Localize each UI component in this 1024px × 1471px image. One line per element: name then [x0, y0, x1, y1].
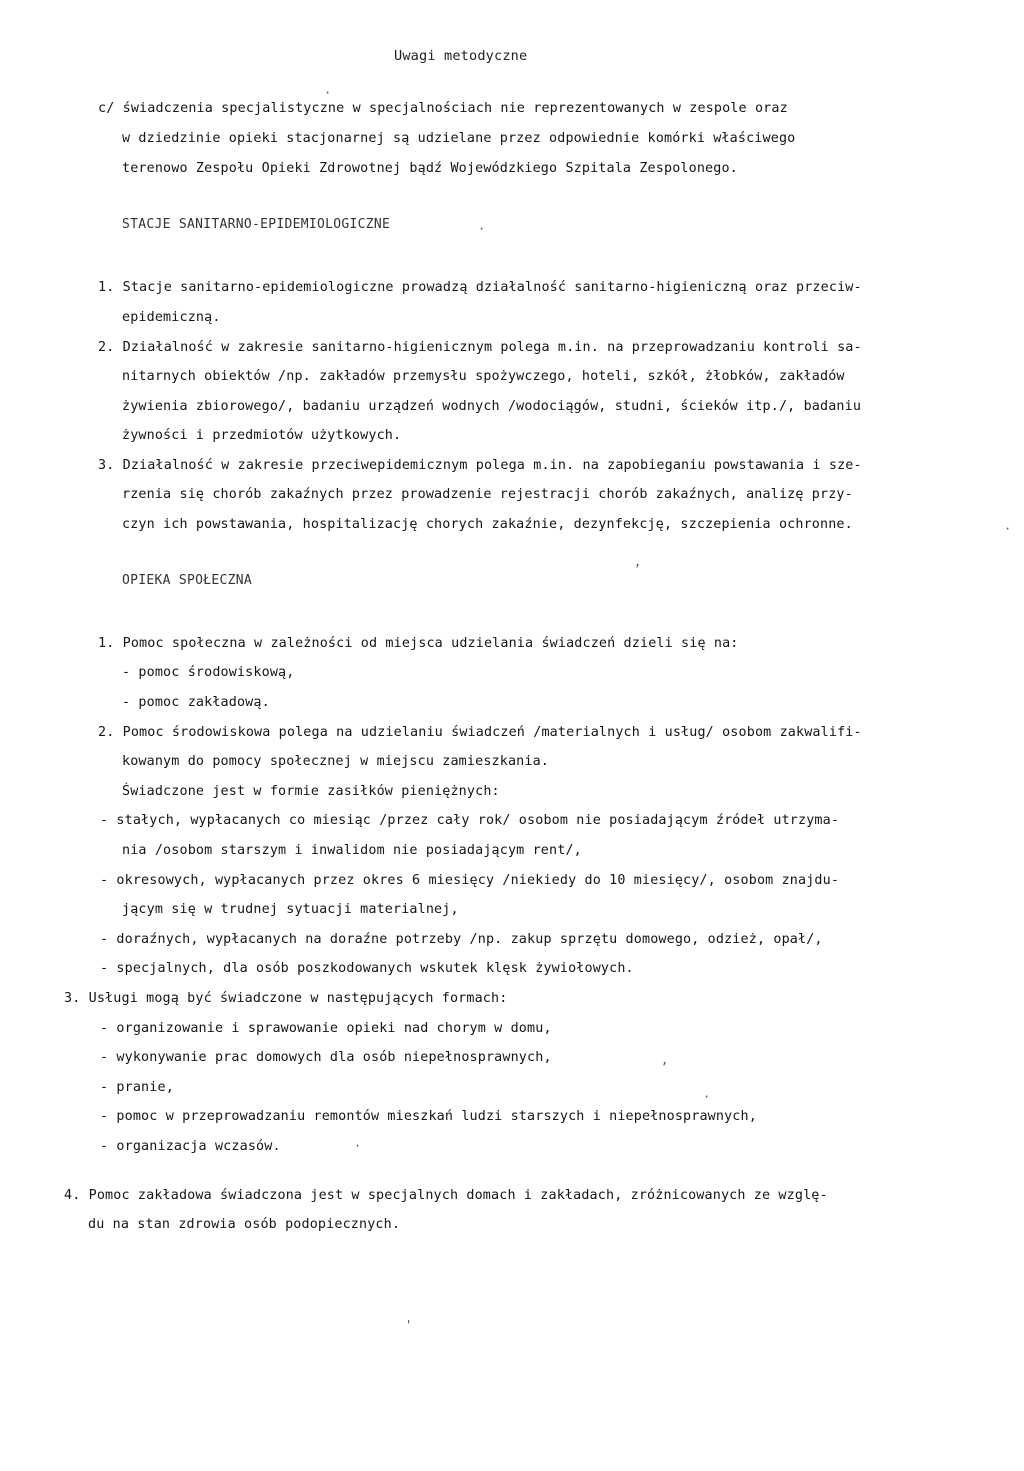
text-line: jącym się w trudnej sytuacji materialnej,: [122, 902, 459, 917]
text-line: kowanym do pomocy społecznej w miejscu zamieszkania.: [122, 754, 550, 769]
scan-speck: ·: [478, 222, 486, 236]
text-line: Świadczone jest w formie zasiłków pieniężnych:: [122, 784, 500, 799]
scan-speck: ,: [661, 1053, 669, 1067]
page-title: Uwagi metodyczne: [394, 48, 528, 64]
text-line: 4. Pomoc zakładowa świadczona jest w specjalnych domach i zakładach, zróżnicowanych ze wzglę-: [64, 1188, 828, 1203]
text-line: c/ świadczenia specjalistyczne w specjalnościach nie reprezentowanych w zespole oraz: [98, 101, 788, 116]
list-item: - organizacja wczasów.: [100, 1139, 281, 1154]
list-item: - stałych, wypłacanych co miesiąc /przez cały rok/ osobom nie posiadającym źródeł utrzyma-: [100, 813, 840, 828]
text-line: terenowo Zespołu Opieki Zdrowotnej bądź Wojewódzkiego Szpitala Zespolonego.: [122, 161, 738, 176]
scan-speck: ·: [703, 1090, 711, 1104]
text-line: 2. Pomoc środowiskowa polega na udzielaniu świadczeń /materialnych i usług/ osobom zakwalifi-: [98, 725, 862, 740]
list-item: - pranie,: [100, 1080, 174, 1095]
text-line: epidemiczną.: [122, 310, 221, 325]
scan-speck: ·: [324, 86, 332, 100]
list-item: - pomoc zakładową.: [122, 695, 270, 710]
text-line: 1. Stacje sanitarno-epidemiologiczne prowadzą działalność sanitarno-higieniczną oraz przeciw-: [98, 280, 862, 295]
text-line: 3. Usługi mogą być świadczone w następujących formach:: [64, 991, 508, 1006]
text-line: żywności i przedmiotów użytkowych.: [122, 428, 402, 443]
list-item: - specjalnych, dla osób poszkodowanych wskutek klęsk żywiołowych.: [100, 961, 634, 976]
text-line: żywienia zbiorowego/, badaniu urządzeń wodnych /wodociągów, studni, ścieków itp./, badaniu: [122, 399, 862, 414]
list-item: - wykonywanie prac domowych dla osób niepełnosprawnych,: [100, 1050, 552, 1065]
list-item: - organizowanie i sprawowanie opieki nad chorym w domu,: [100, 1021, 552, 1036]
scan-speck: ': [405, 1318, 413, 1332]
text-line: nia /osobom starszym i inwalidom nie posiadającym rent/,: [122, 843, 582, 858]
scan-speck: ,: [634, 555, 642, 569]
section-heading-social-care: OPIEKA SPOŁECZNA: [122, 573, 253, 588]
list-item: - pomoc w przeprowadzaniu remontów mieszkań ludzi starszych i niepełnosprawnych,: [100, 1109, 757, 1124]
list-item: - doraźnych, wypłacanych na doraźne potrzeby /np. zakup sprzętu domowego, odzież, opał/,: [100, 932, 823, 947]
text-line: du na stan zdrowia osób podopiecznych.: [88, 1217, 401, 1232]
text-line: rzenia się chorób zakaźnych przez prowadzenie rejestracji chorób zakaźnych, analizę przy-: [122, 487, 853, 502]
scan-speck: ·: [354, 1139, 362, 1153]
text-line: 2. Działalność w zakresie sanitarno-higienicznym polega m.in. na przeprowadzaniu kontroli sa-: [98, 340, 862, 355]
text-line: 1. Pomoc społeczna w zależności od miejsca udzielania świadczeń dzieli się na:: [98, 636, 739, 651]
scan-speck: ·: [1004, 522, 1012, 536]
text-line: 3. Działalność w zakresie przeciwepidemicznym polega m.in. na zapobieganiu powstawania i sze-: [98, 458, 862, 473]
text-line: w dziedzinie opieki stacjonarnej są udzielane przez odpowiednie komórki właściwego: [122, 131, 796, 146]
section-heading-sanitary: STACJE SANITARNO-EPIDEMIOLOGICZNE: [122, 217, 391, 232]
list-item: - pomoc środowiskową,: [122, 665, 295, 680]
text-line: czyn ich powstawania, hospitalizację chorych zakaźnie, dezynfekcję, szczepienia ochronne.: [122, 517, 853, 532]
text-line: nitarnych obiektów /np. zakładów przemysłu spożywczego, hoteli, szkół, żłobków, zakładów: [122, 369, 845, 384]
list-item: - okresowych, wypłacanych przez okres 6 miesięcy /niekiedy do 10 miesięcy/, osobom znajdu-: [100, 873, 840, 888]
